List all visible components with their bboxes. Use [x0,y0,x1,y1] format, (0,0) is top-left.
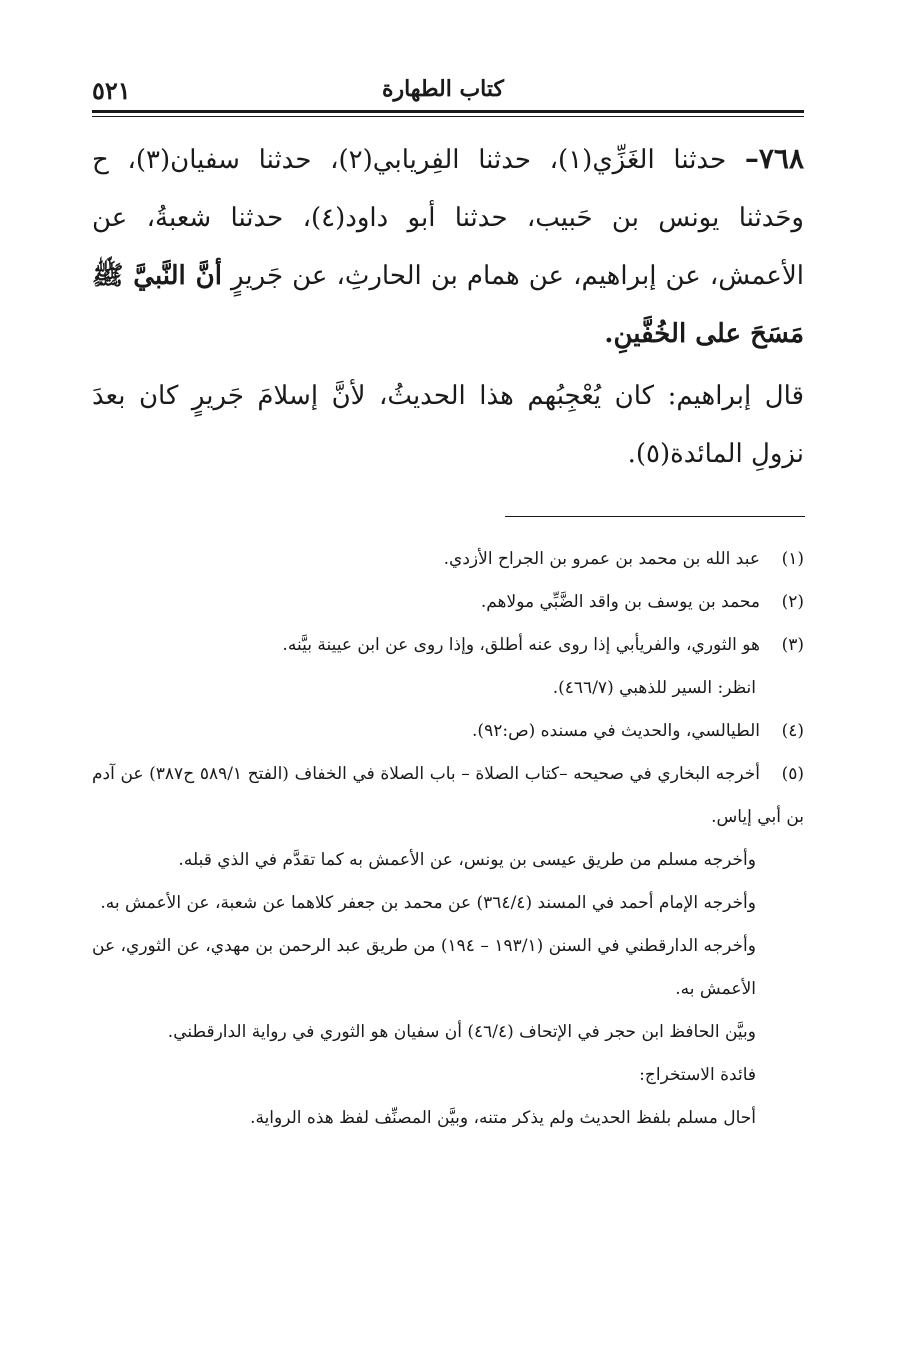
main-text [92,130,804,483]
footnote-item [92,753,804,839]
footnote-text: وأخرجه الإمام أحمد في المسند (٣٦٤/٤) عن محمد بن جعفر كلاهما عن شعبة، عن الأعمش به. [100,893,756,913]
footnote-text: عبد الله بن محمد بن عمرو بن الجراح الأزدي. [443,549,760,569]
footnote-text: وبيَّن الحافظ ابن حجر في الإتحاف (٤٦/٤) أن سفيان هو الثوري في رواية الدارقطني. [167,1022,756,1042]
page-number: ٥٢١ [92,76,131,105]
hadith-paragraph [92,130,804,363]
footnote-item [92,1054,804,1097]
footnote-number: (٥) [781,764,804,784]
running-header [92,76,804,110]
footnote-text: فائدة الاستخراج: [639,1065,756,1085]
footnote-item [92,1011,804,1054]
footnote-text: وأخرجه الدارقطني في السنن (١٩٣/١ – ١٩٤) من طريق عبد الرحمن بن مهدي، عن الثوري، عن الأعمش به. [92,936,756,999]
footnote-item [92,925,804,1011]
footnote-text: الطيالسي، والحديث في مسنده (ص:٩٢). [472,721,760,741]
footnote-item [92,667,804,710]
footnote-number: (١) [781,549,804,569]
footnote-text: انظر: السير للذهبي (٤٦٦/٧). [552,678,756,698]
hadith-isnad: حدثنا الغَزِّي(١)، حدثنا الفِريابي(٢)، حدثنا سفيان(٣)، ح وحَدثنا يونس بن حَبيب، حدثنا أبو داود(٤)، حدثنا شعبةُ، عن الأعمش، عن إبراهيم، عن همام بن الحارثِ، عن جَريرٍ [92,145,805,291]
footnote-number: (٣) [781,635,804,655]
footnotes [92,538,804,1140]
footnote-number: (٢) [781,592,804,612]
footnote-item [92,581,804,624]
header-rule-thin [92,116,804,117]
footnote-item [92,538,804,581]
footnote-item [92,882,804,925]
hadith-number: ٧٦٨– [744,142,805,175]
footnote-separator [505,516,805,517]
commentary-paragraph: قال إبراهيم: كان يُعْجِبُهم هذا الحديثُ، لأنَّ إسلامَ جَريرٍ كان بعدَ نزولِ المائدة(٥). [92,381,804,469]
header-rule-thick [92,110,804,113]
footnote-item [92,839,804,882]
footnote-text: أحال مسلم بلفظ الحديث ولم يذكر متنه، وبيَّن المصنِّف لفظ هذه الرواية. [250,1108,756,1128]
footnote-text: محمد بن يوسف بن واقد الضَّبِّي مولاهم. [480,592,760,612]
footnote-item [92,1097,804,1140]
footnote-number: (٤) [781,721,804,741]
chapter-title: كتاب الطهارة [381,76,504,102]
footnote-text: هو الثوري، والفريأبي إذا روى عنه أطلق، وإذا روى عن ابن عيينة بيَّنه. [282,635,760,655]
footnote-text: وأخرجه مسلم من طريق عيسى بن يونس، عن الأعمش به كما تقدَّم في الذي قبله. [178,850,756,870]
footnote-item [92,710,804,753]
footnote-text: أخرجه البخاري في صحيحه –كتاب الصلاة – باب الصلاة في الخفاف (الفتح ٥٨٩/١ ح٣٨٧) عن آدم بن أبي إياس. [92,764,804,827]
footnote-item [92,624,804,667]
hadith-matn: أنَّ النَّبيَّ ﷺ مَسَحَ على الخُفَّينِ. [92,261,804,349]
